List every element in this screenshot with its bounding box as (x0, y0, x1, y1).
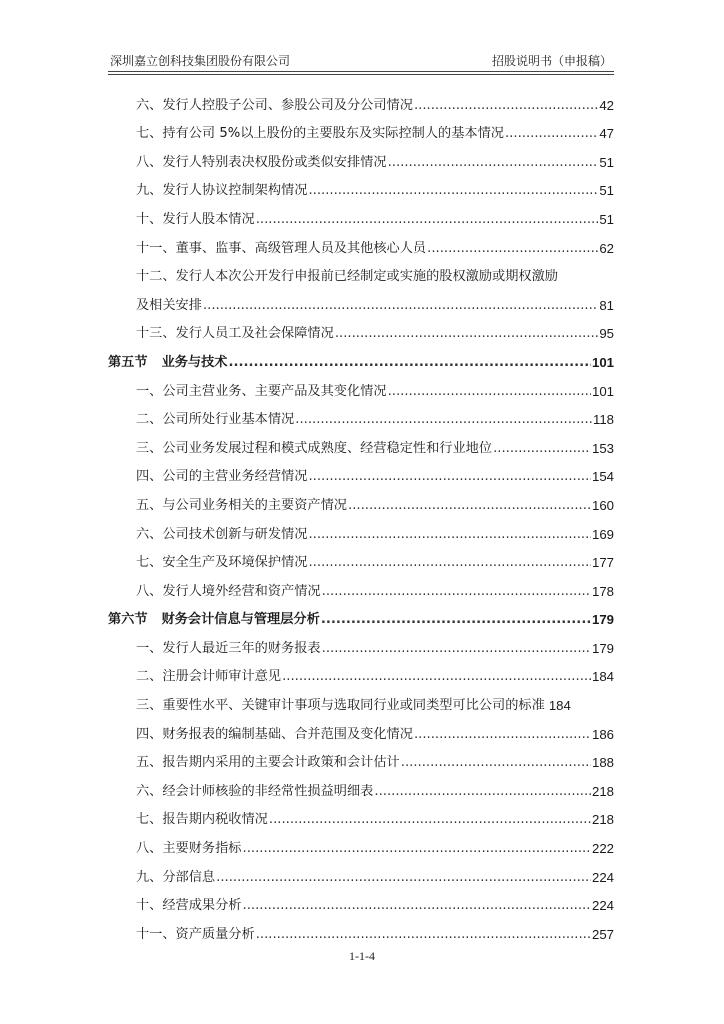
toc-entry[interactable] (108, 886, 614, 915)
toc-entry-title: 十一、董事、监事、高级管理人员及其他核心人员 (136, 240, 427, 256)
toc-leader-dots (388, 155, 599, 171)
toc-leader-dots (216, 870, 591, 886)
toc-entry[interactable] (108, 228, 614, 257)
page-header (108, 50, 614, 70)
toc-page-number: 81 (599, 297, 614, 313)
toc-section-label: 第五节 (108, 354, 148, 370)
toc-page-number: 42 (599, 97, 614, 113)
toc-entry-title: 九、发行人协议控制架构情况 (136, 183, 308, 199)
toc-entry-title: 一、公司主营业务、主要产品及其变化情况 (136, 383, 387, 399)
toc-entry[interactable] (108, 400, 614, 429)
toc-leader-dots (388, 384, 591, 400)
toc-page-number: 188 (591, 755, 614, 771)
toc-entry[interactable] (108, 85, 614, 114)
toc-entry-title: 八、发行人境外经营和资产情况 (136, 583, 321, 599)
toc-leader-dots (427, 241, 598, 257)
toc-page-number: 224 (591, 869, 614, 885)
toc-entry[interactable] (108, 514, 614, 543)
toc-leader-dots (414, 727, 591, 743)
toc-entry[interactable] (108, 543, 614, 572)
toc-entry[interactable] (108, 828, 614, 857)
toc-entry[interactable] (108, 199, 614, 228)
toc-leader-dots (321, 612, 591, 628)
toc-page-number: 218 (591, 783, 614, 799)
toc-entry-title: 十一、资产质量分析 (136, 926, 255, 942)
toc-entry-title: 三、重要性水平、关键审计事项与选取同行业或同类型可比公司的标准 (136, 698, 545, 714)
toc-page-number: 222 (591, 841, 614, 857)
toc-page-number: 101 (591, 354, 614, 370)
toc-entry-title: 十三、发行人员工及社会保障情况 (136, 326, 334, 342)
toc-entry-title: 九、分部信息 (136, 869, 216, 885)
toc-leader-dots (374, 784, 591, 800)
toc-page-number: 153 (591, 440, 614, 456)
toc-entry[interactable] (108, 457, 614, 486)
toc-page-number: 62 (599, 240, 614, 256)
toc-entry-title: 八、发行人特别表决权股份或类似安排情况 (136, 154, 387, 170)
toc-section-label: 第六节 (108, 612, 148, 628)
toc-entry[interactable] (108, 485, 614, 514)
toc-leader-dots (295, 412, 592, 428)
toc-entry[interactable] (108, 714, 614, 743)
toc-entry-title: 及相关安排 (136, 297, 202, 313)
toc-leader-dots (414, 98, 598, 114)
toc-section-entry[interactable] (108, 342, 614, 371)
toc-page-number: 178 (591, 583, 614, 599)
toc-leader-dots (229, 355, 591, 371)
toc-page-number: 51 (599, 183, 614, 199)
toc-entry[interactable] (108, 371, 614, 400)
toc-leader-dots (308, 183, 598, 199)
toc-entry[interactable] (108, 571, 614, 600)
toc-entry-title: 二、公司所处行业基本情况 (136, 412, 295, 428)
toc-entry[interactable] (108, 657, 614, 686)
toc-leader-dots (348, 498, 591, 514)
toc-page-number: 186 (591, 726, 614, 742)
toc-page-number: 169 (591, 526, 614, 542)
toc-entry-title: 十、发行人股本情况 (136, 211, 255, 227)
toc-leader-dots (308, 469, 591, 485)
toc-leader-dots (269, 812, 591, 828)
toc-entry-title: 七、报告期内税收情况 (136, 812, 268, 828)
toc-entry[interactable] (108, 628, 614, 657)
toc-entry-title: 二、注册会计师审计意见 (136, 669, 282, 685)
toc-leader-dots (505, 126, 598, 142)
toc-entry-title: 十、经营成果分析 (136, 898, 242, 914)
toc-section-title (108, 612, 320, 628)
toc-entry-title: 六、公司技术创新与研发情况 (136, 526, 308, 542)
toc-page-number: 51 (599, 154, 614, 170)
toc-page-number: 184 (548, 698, 571, 714)
toc-entry[interactable] (108, 800, 614, 829)
header-rule-top (108, 71, 614, 72)
toc-page-number: 184 (591, 669, 614, 685)
toc-entry-title-line (108, 257, 614, 286)
toc-entry[interactable] (108, 857, 614, 886)
toc-leader-dots (322, 641, 591, 657)
toc-entry-title: 三、公司业务发展过程和模式成熟度、经营稳定性和行业地位 (136, 440, 493, 456)
toc-entry-title: 一、发行人最近三年的财务报表 (136, 640, 321, 656)
toc-leader-dots (308, 555, 591, 571)
toc-entry-title: 六、经会计师核验的非经常性损益明细表 (136, 783, 374, 799)
toc-section-name: 财务会计信息与管理层分析 (161, 612, 320, 628)
toc-leader-dots (282, 669, 591, 685)
toc-entry-title: 六、发行人控股子公司、参股公司及分公司情况 (136, 97, 413, 113)
toc-entry[interactable] (108, 914, 614, 943)
company-name: 深圳嘉立创科技集团股份有限公司 (110, 54, 291, 68)
toc-entry[interactable] (108, 142, 614, 171)
toc-page-number: 179 (591, 612, 614, 628)
toc-entry-title: 四、公司的主营业务经营情况 (136, 469, 308, 485)
toc-page-number: 257 (591, 926, 614, 942)
toc-page-number: 179 (591, 640, 614, 656)
toc-entry[interactable] (108, 771, 614, 800)
toc-leader-dots (493, 441, 591, 457)
toc-leader-dots (243, 841, 591, 857)
toc-entry[interactable] (108, 285, 614, 314)
toc-entry-title: 五、报告期内采用的主要会计政策和会计估计 (136, 755, 400, 771)
toc-section-title (108, 355, 228, 371)
toc-entry-title: 四、财务报表的编制基础、合并范围及变化情况 (136, 726, 413, 742)
toc-leader-dots (256, 212, 599, 228)
toc-entry[interactable] (108, 428, 614, 457)
table-of-contents (108, 85, 614, 943)
toc-page-number: 101 (591, 383, 614, 399)
toc-leader-dots (322, 584, 591, 600)
toc-entry[interactable] (108, 743, 614, 772)
toc-leader-dots (256, 927, 591, 943)
toc-entry-title: 十二、发行人本次公开发行申报前已经制定或实施的股权激励或期权激励 (136, 269, 558, 285)
toc-entry-title: 七、安全生产及环境保护情况 (136, 555, 308, 571)
toc-entry-title: 七、持有公司 5%以上股份的主要股东及实际控制人的基本情况 (136, 126, 504, 142)
toc-leader-dots (401, 755, 591, 771)
document-type: 招股说明书（申报稿） (491, 54, 612, 68)
toc-page-number: 154 (591, 469, 614, 485)
toc-leader-dots (243, 898, 591, 914)
toc-section-name: 业务与技术 (161, 354, 228, 370)
toc-page-number: 95 (599, 326, 614, 342)
toc-page-number: 218 (591, 812, 614, 828)
toc-page-number: 177 (591, 555, 614, 571)
toc-entry-title: 八、主要财务指标 (136, 841, 242, 857)
toc-leader-dots (203, 298, 598, 314)
toc-section-entry[interactable] (108, 600, 614, 629)
toc-page-number: 224 (591, 898, 614, 914)
toc-page-number: 47 (599, 126, 614, 142)
header-rule-bottom (108, 74, 614, 75)
toc-entry[interactable] (108, 685, 614, 714)
toc-page-number: 118 (592, 412, 614, 428)
toc-page-number: 160 (591, 497, 614, 513)
toc-entry[interactable] (108, 314, 614, 343)
toc-entry[interactable] (108, 171, 614, 200)
toc-entry-title: 五、与公司业务相关的主要资产情况 (136, 497, 347, 513)
toc-leader-dots (335, 326, 599, 342)
page-number: 1-1-4 (349, 949, 375, 963)
toc-leader-dots (308, 527, 591, 543)
toc-page-number: 51 (599, 211, 614, 227)
toc-entry[interactable] (108, 114, 614, 143)
